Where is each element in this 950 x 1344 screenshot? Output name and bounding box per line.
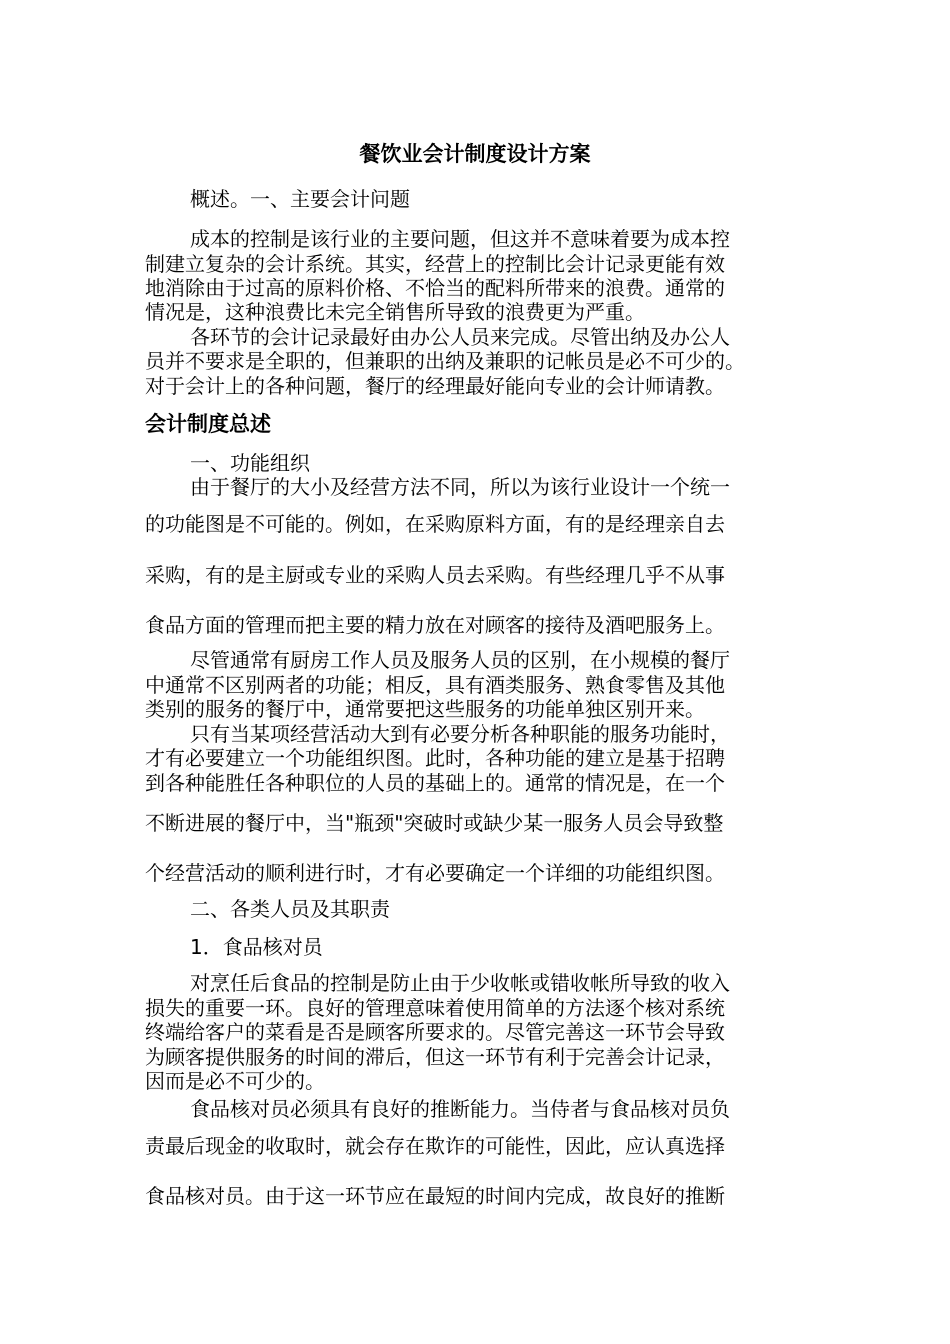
paragraph-line: 成本的控制是该行业的主要问题，但这并不意味着要为成本控 bbox=[190, 227, 730, 251]
paragraph-line: 个经营活动的顺利进行时，才有必要确定一个详细的功能组织图。 bbox=[145, 861, 725, 885]
paragraph-line: 制建立复杂的会计系统。其实，经营上的控制比会计记录更能有效 bbox=[145, 252, 725, 276]
paragraph-line: 才有必要建立一个功能组织图。此时，各种功能的建立是基于招聘 bbox=[145, 746, 725, 770]
subsection-heading: 一、功能组织 bbox=[190, 451, 310, 475]
paragraph-line: 不断进展的餐厅中，当"瓶颈"突破时或缺少某一服务人员会导致整 bbox=[145, 811, 724, 835]
section-heading-overview: 概述。一、主要会计问题 bbox=[190, 187, 410, 211]
paragraph-line: 的功能图是不可能的。例如，在采购原料方面，有的是经理亲自去 bbox=[145, 512, 725, 536]
paragraph-line: 损失的重要一环。良好的管理意味着使用简单的方法逐个核对系统 bbox=[145, 996, 725, 1020]
item-heading: 1．食品核对员 bbox=[190, 935, 323, 959]
paragraph-line: 食品核对员。由于这一环节应在最短的时间内完成，故良好的推断 bbox=[145, 1184, 725, 1208]
paragraph-line: 为顾客提供服务的时间的滞后，但这一环节有利于完善会计记录， bbox=[145, 1045, 725, 1069]
paragraph-line: 员并不要求是全职的，但兼职的出纳及兼职的记帐员是必不可少的。 bbox=[145, 349, 745, 373]
paragraph-line: 食品核对员必须具有良好的推断能力。当侍者与食品核对员负 bbox=[190, 1097, 730, 1121]
paragraph-line: 尽管通常有厨房工作人员及服务人员的区别，在小规模的餐厅 bbox=[190, 648, 730, 672]
section-heading-accounting-system: 会计制度总述 bbox=[145, 412, 271, 436]
paragraph-line: 责最后现金的收取时，就会存在欺诈的可能性，因此，应认真选择 bbox=[145, 1134, 725, 1158]
paragraph-line: 中通常不区别两者的功能；相反，具有酒类服务、熟食零售及其他 bbox=[145, 673, 725, 697]
paragraph-line: 食品方面的管理而把主要的精力放在对顾客的接待及酒吧服务上。 bbox=[145, 613, 725, 637]
paragraph-line: 采购，有的是主厨或专业的采购人员去采购。有些经理几乎不从事 bbox=[145, 563, 725, 587]
subsection-heading: 二、各类人员及其职责 bbox=[190, 897, 390, 921]
paragraph-line: 到各种能胜任各种职位的人员的基础上的。通常的情况是，在一个 bbox=[145, 771, 725, 795]
paragraph-line: 对于会计上的各种问题，餐厅的经理最好能向专业的会计师请教。 bbox=[145, 374, 725, 398]
paragraph-line: 地消除由于过高的原料价格、不恰当的配料所带来的浪费。通常的 bbox=[145, 276, 725, 300]
paragraph-line: 由于餐厅的大小及经营方法不同，所以为该行业设计一个统一 bbox=[190, 475, 730, 499]
paragraph-line: 因而是必不可少的。 bbox=[145, 1069, 325, 1093]
paragraph-line: 只有当某项经营活动大到有必要分析各种职能的服务功能时， bbox=[190, 722, 730, 746]
paragraph-line: 对烹任后食品的控制是防止由于少收帐或错收帐所导致的收入 bbox=[190, 971, 730, 995]
paragraph-line: 各环节的会计记录最好由办公人员来完成。尽管出纳及办公人 bbox=[190, 325, 730, 349]
paragraph-line: 终端给客户的菜看是否是顾客所要求的。尽管完善这一环节会导致 bbox=[145, 1020, 725, 1044]
document-title: 餐饮业会计制度设计方案 bbox=[359, 142, 591, 166]
paragraph-line: 类别的服务的餐厅中，通常要把这些服务的功能单独区别开来。 bbox=[145, 697, 705, 721]
paragraph-line: 情况是，这种浪费比未完全销售所导致的浪费更为严重。 bbox=[145, 300, 645, 324]
